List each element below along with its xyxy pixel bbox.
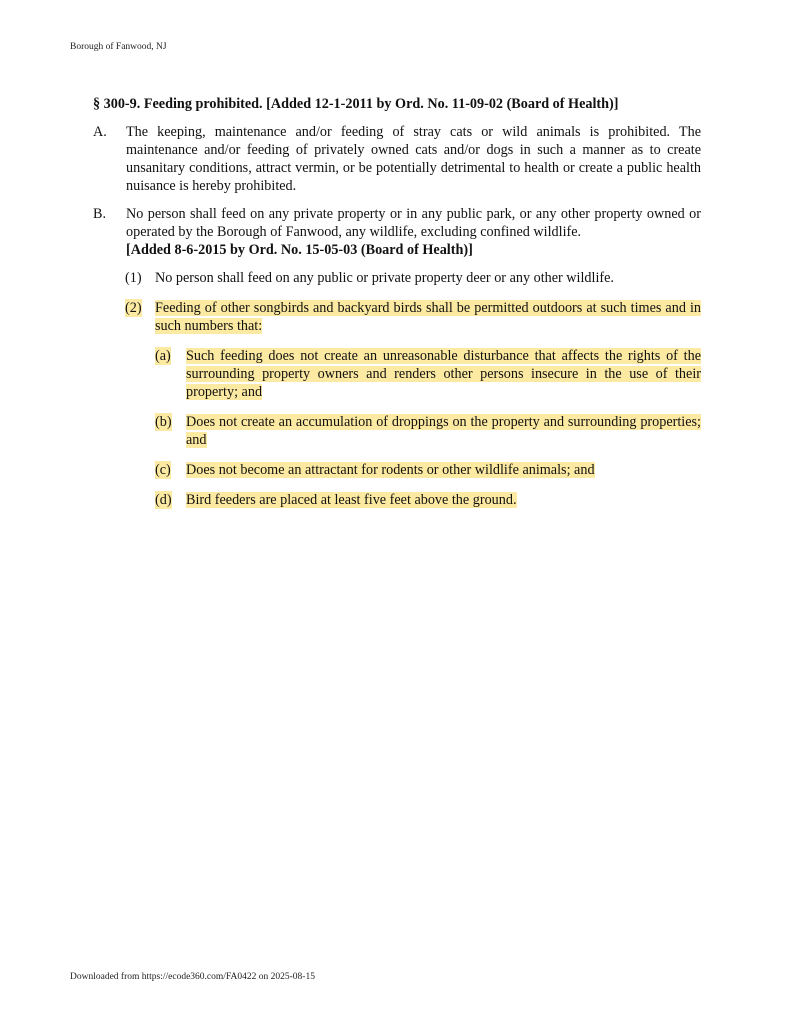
section-title: § 300-9. Feeding prohibited. [Added 12-1-2011 by Ord. No. 11-09-02 (Board of Health)] <box>93 96 619 112</box>
condition-b-marker: (b) <box>155 414 172 430</box>
page-header: Borough of Fanwood, NJ <box>70 42 167 52</box>
condition-d-marker: (d) <box>155 492 172 508</box>
condition-d <box>93 491 701 509</box>
subitem-2-text: Feeding of other songbirds and backyard birds shall be permitted outdoors at such times and in such numbers that: <box>155 300 701 334</box>
paragraph-b <box>93 205 701 259</box>
subitem-1 <box>93 269 701 287</box>
condition-c <box>93 461 701 479</box>
paragraph-a <box>93 123 701 195</box>
paragraph-b-text: No person shall feed on any private property or in any public park, or any other property owned or operated by the Borough of Fanwood, any wildlife, excluding confined wildlife. <box>126 206 701 240</box>
condition-a <box>93 347 701 401</box>
paragraph-a-marker: A. <box>93 124 107 140</box>
condition-b <box>93 413 701 449</box>
page-footer: Downloaded from https://ecode360.com/FA0422 on 2025-08-15 <box>70 972 315 982</box>
condition-a-marker: (a) <box>155 348 171 364</box>
subitem-1-marker: (1) <box>125 270 142 286</box>
document-body <box>93 95 701 521</box>
condition-a-text: Such feeding does not create an unreasonable disturbance that affects the rights of the surrounding property owners and renders other persons insecure in the use of their property; and <box>186 348 701 400</box>
condition-c-text: Does not become an attractant for rodents or other wildlife animals; and <box>186 462 595 478</box>
subitem-1-text: No person shall feed on any public or private property deer or any other wildlife. <box>155 270 614 286</box>
paragraph-b-amendment: [Added 8-6-2015 by Ord. No. 15-05-03 (Board of Health)] <box>126 242 473 258</box>
condition-c-marker: (c) <box>155 462 171 478</box>
condition-d-text: Bird feeders are placed at least five feet above the ground. <box>186 492 517 508</box>
paragraph-a-text: The keeping, maintenance and/or feeding of stray cats or wild animals is prohibited. The maintenance and/or feeding of privately owned cats and/or dogs in such a manner as to create unsanitary conditions, attract vermin, or be potentially detrimental to health or create a public health nuisance is hereby prohibited. <box>126 124 701 194</box>
paragraph-b-marker: B. <box>93 206 107 222</box>
subitem-2 <box>93 299 701 335</box>
subitem-2-marker: (2) <box>125 300 142 316</box>
condition-b-text: Does not create an accumulation of droppings on the property and surrounding properties; and <box>186 414 701 448</box>
